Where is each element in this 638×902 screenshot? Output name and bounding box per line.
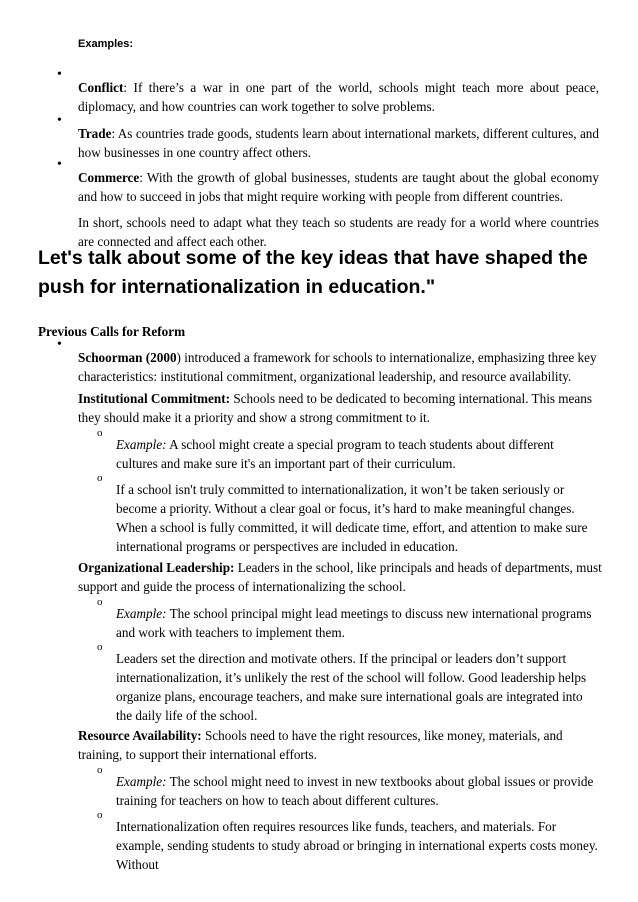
example-commerce <box>78 168 599 206</box>
sub-bullet: o <box>97 596 103 608</box>
sub-bullet: o <box>97 809 103 821</box>
bullet-dot: • <box>57 337 62 352</box>
resource-example <box>116 772 594 810</box>
schoorman-term: Schoorman (2000 <box>78 350 177 366</box>
example-text: : If there’s a war in one part of the world, schools might teach more about peace, diplomacy, and how countries can work together to solve problems. <box>78 80 599 115</box>
schoorman-paragraph <box>78 348 603 386</box>
resource-text: Schools need to have the right resources, like money, materials, and training, to support their international efforts. <box>78 728 563 763</box>
sub-bullet: o <box>97 764 103 776</box>
organizational-label: Organizational Leadership: <box>78 560 235 576</box>
organizational-example <box>116 604 594 642</box>
example-term: Trade <box>78 126 112 142</box>
institutional-note: If a school isn't truly committed to internationalization, it won’t be taken seriously or become a priority. Without a clear goal or focus, it’s hard to make meaningful changes. When a school is fully committed, it will dedicate time, effort, and attention to make sure international programs or perspectives are included in education. <box>116 482 588 555</box>
bullet-dot: • <box>57 67 62 82</box>
example-text: The school principal might lead meetings to discuss new international programs and work with teachers to implement them. <box>116 606 592 641</box>
section-heading: Let's talk about some of the key ideas that have shaped the push for internationalization in education." <box>38 247 588 298</box>
examples-label: Examples: <box>78 38 134 50</box>
example-label: Example: <box>116 606 167 622</box>
example-term: Commerce <box>78 170 140 186</box>
bullet-dot: • <box>57 157 62 172</box>
bullet-dot: • <box>57 113 62 128</box>
example-text: : As countries trade goods, students learn about international markets, different cultures, and how businesses in one country affect others. <box>78 126 599 161</box>
sub-bullet: o <box>97 641 103 653</box>
sub-bullet: o <box>97 427 103 439</box>
section-title: Previous Calls for Reform <box>38 324 186 340</box>
example-conflict <box>78 78 599 116</box>
resource-note: Internationalization often requires resources like funds, teachers, and materials. For example, sending students to study abroad or bringing in international experts costs money. Without <box>116 819 598 873</box>
sub-bullet: o <box>97 472 103 484</box>
example-label: Example: <box>116 437 167 453</box>
organizational-text: Leaders in the school, like principals and heads of departments, must support and guide the process of internationalizing the school. <box>78 560 602 595</box>
institutional-example <box>116 435 594 473</box>
schoorman-text: ) introduced a framework for schools to internationalize, emphasizing three key characteristics: institutional commitment, organizational leadership, and resource availability. <box>78 350 597 385</box>
example-text: The school might need to invest in new textbooks about global issues or provide training for teachers on how to teach about different cultures. <box>116 774 594 809</box>
summary-paragraph: In short, schools need to adapt what they teach so students are ready for a world where countries are connected and affect each other. <box>78 215 599 250</box>
example-text: : With the growth of global businesses, students are taught about the global economy and how to succeed in jobs that might require working with people from different countries. <box>78 170 599 205</box>
example-text: A school might create a special program to teach students about different cultures and make sure it's an important part of their curriculum. <box>116 437 554 472</box>
example-label: Example: <box>116 774 167 790</box>
resource-label: Resource Availability: <box>78 728 202 744</box>
institutional-paragraph <box>78 389 603 427</box>
organizational-paragraph <box>78 558 603 596</box>
example-term: Conflict <box>78 80 124 96</box>
institutional-label: Institutional Commitment: <box>78 391 231 407</box>
resource-paragraph <box>78 726 603 764</box>
example-trade <box>78 124 599 162</box>
institutional-text: Schools need to be dedicated to becoming international. This means they should make it a priority and show a strong commitment to it. <box>78 391 592 426</box>
organizational-note: Leaders set the direction and motivate others. If the principal or leaders don’t support internationalization, it’s unlikely the rest of the school will follow. Good leadership helps organize plans, encourage teachers, and make sure international goals are integrated into the daily life of the school. <box>116 651 587 724</box>
